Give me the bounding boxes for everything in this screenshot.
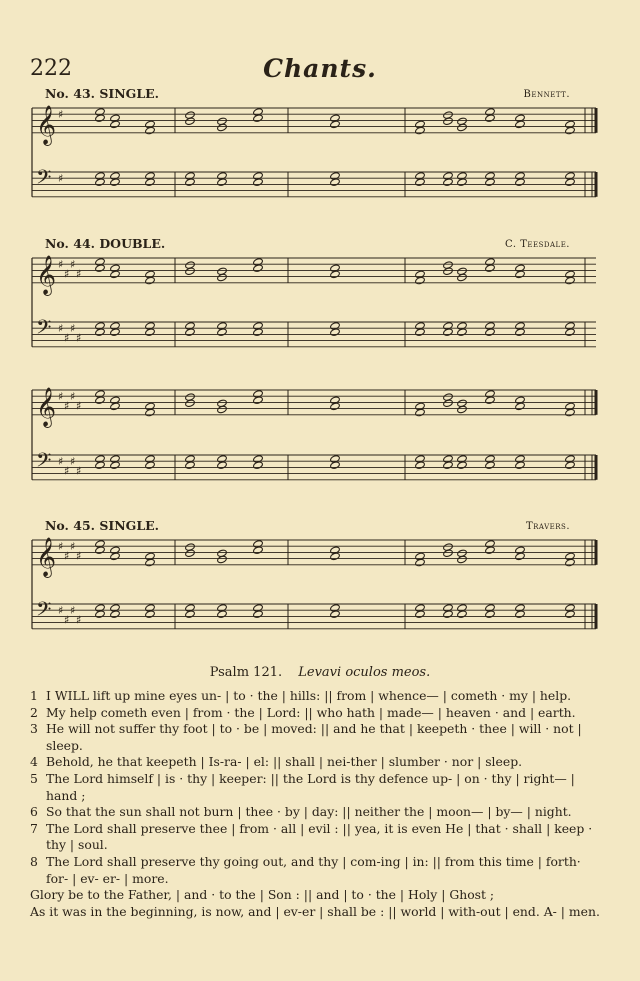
sharp-icon: ♯ xyxy=(76,464,82,478)
sharp-icon: ♯ xyxy=(76,267,82,281)
verse-text: The Lord shall preserve thee | from · all | evil : || yea, it is even He | that · shall | keep · thy | soul. xyxy=(46,820,593,853)
sharp-icon: ♯ xyxy=(58,455,64,469)
sharp-icon: ♯ xyxy=(70,540,76,554)
sharp-icon: ♯ xyxy=(64,331,70,345)
verse-number: 2 xyxy=(30,704,38,720)
verse-number: 3 xyxy=(30,721,38,737)
sharp-icon: ♯ xyxy=(58,390,64,404)
bass-clef-icon: 𝄢 xyxy=(36,315,52,344)
verse-number: 5 xyxy=(30,770,38,786)
verse-number: 8 xyxy=(30,853,38,869)
verse-text: My help cometh even | from · the | Lord: || who hath | made— | heaven · and | earth. xyxy=(46,704,576,720)
sharp-icon: ♯ xyxy=(58,604,64,618)
sharp-icon: ♯ xyxy=(58,108,64,122)
verse-text: He will not suffer thy foot | to · be | moved: || and he that | keepeth · thee | will · not | sleep. xyxy=(46,721,582,753)
verse-number: 4 xyxy=(30,754,38,770)
bass-clef-icon: 𝄢 xyxy=(36,165,52,194)
sharp-icon: ♯ xyxy=(64,267,70,281)
verse-number: 1 xyxy=(30,688,38,703)
verse-7 xyxy=(30,821,600,854)
sharp-icon: ♯ xyxy=(64,399,70,413)
treble-clef-icon: 𝄞 xyxy=(36,386,57,427)
treble-clef-icon: 𝄞 xyxy=(36,536,57,577)
verse-3 xyxy=(30,721,600,754)
psalm-title: Psalm 121. xyxy=(209,665,283,680)
sharp-icon: ♯ xyxy=(70,604,76,618)
sharp-icon: ♯ xyxy=(58,322,64,336)
verse-1 xyxy=(30,688,600,705)
chant-45-label: No. 45. SINGLE. xyxy=(45,518,159,533)
verse-number: 7 xyxy=(30,820,38,836)
psalm-heading xyxy=(0,665,640,680)
treble-clef-icon: 𝄞 xyxy=(36,104,57,145)
gloria-patri: Glory be to the Father, | and · to the | Son : || and | to · the | Holy | Ghost ; xyxy=(30,887,495,903)
chant-43-composer: Bennett. xyxy=(523,89,570,100)
verse-5 xyxy=(30,771,600,804)
sharp-icon: ♯ xyxy=(76,613,82,627)
treble-clef-icon: 𝄞 xyxy=(36,254,57,295)
verse-text: The Lord himself | is · thy | keeper: || the Lord is thy defence up- | on · thy | right— | hand ; xyxy=(46,770,575,803)
sharp-icon: ♯ xyxy=(58,540,64,554)
verse-text: The Lord shall preserve thy going out, and thy | com-ing | in: || from this time | forth· for- | ev- er- | more. xyxy=(46,853,581,886)
page-title: Chants. xyxy=(263,54,377,83)
sharp-icon: ♯ xyxy=(58,172,64,186)
bass-clef-icon: 𝄢 xyxy=(36,448,52,477)
verse-text: So that the sun shall not burn | thee · by | day: || neither the | moon— | by— | night. xyxy=(46,804,572,820)
chant-44-composer: C. Teesdale. xyxy=(505,239,570,250)
verse-6 xyxy=(30,804,600,821)
verse-4 xyxy=(30,754,600,771)
chant-43-label: No. 43. SINGLE. xyxy=(45,86,159,101)
sharp-icon: ♯ xyxy=(76,549,82,563)
verse-8 xyxy=(30,854,600,887)
chant-45-composer: Travers. xyxy=(525,521,570,532)
sharp-icon: ♯ xyxy=(64,549,70,563)
sharp-icon: ♯ xyxy=(76,399,82,413)
bass-clef-icon: 𝄢 xyxy=(36,597,52,626)
sharp-icon: ♯ xyxy=(70,258,76,272)
sharp-icon: ♯ xyxy=(64,464,70,478)
page-number: 222 xyxy=(30,56,72,81)
sharp-icon: ♯ xyxy=(76,331,82,345)
psalm-latin: Levavi oculos meos. xyxy=(298,665,431,680)
as-it-was: As it was in the beginning, is now, and | ev-er | shall be : || world | with-out | end. A- | men. xyxy=(30,903,600,919)
psalm-verses xyxy=(30,688,600,920)
chant-44-label: No. 44. DOUBLE. xyxy=(45,236,166,251)
verse-2 xyxy=(30,705,600,722)
sharp-icon: ♯ xyxy=(70,455,76,469)
sharp-icon: ♯ xyxy=(70,390,76,404)
verse-number: 6 xyxy=(30,804,38,820)
verse-text: I WILL lift up mine eyes un- | to · the | hills: || from | whence— | cometh · my | help. xyxy=(46,688,572,703)
sharp-icon: ♯ xyxy=(64,613,70,627)
verse-text: Behold, he that keepeth | Is-ra- | el: || shall | nei-ther | slumber · nor | sleep. xyxy=(46,754,523,770)
sharp-icon: ♯ xyxy=(58,258,64,272)
sharp-icon: ♯ xyxy=(70,322,76,336)
